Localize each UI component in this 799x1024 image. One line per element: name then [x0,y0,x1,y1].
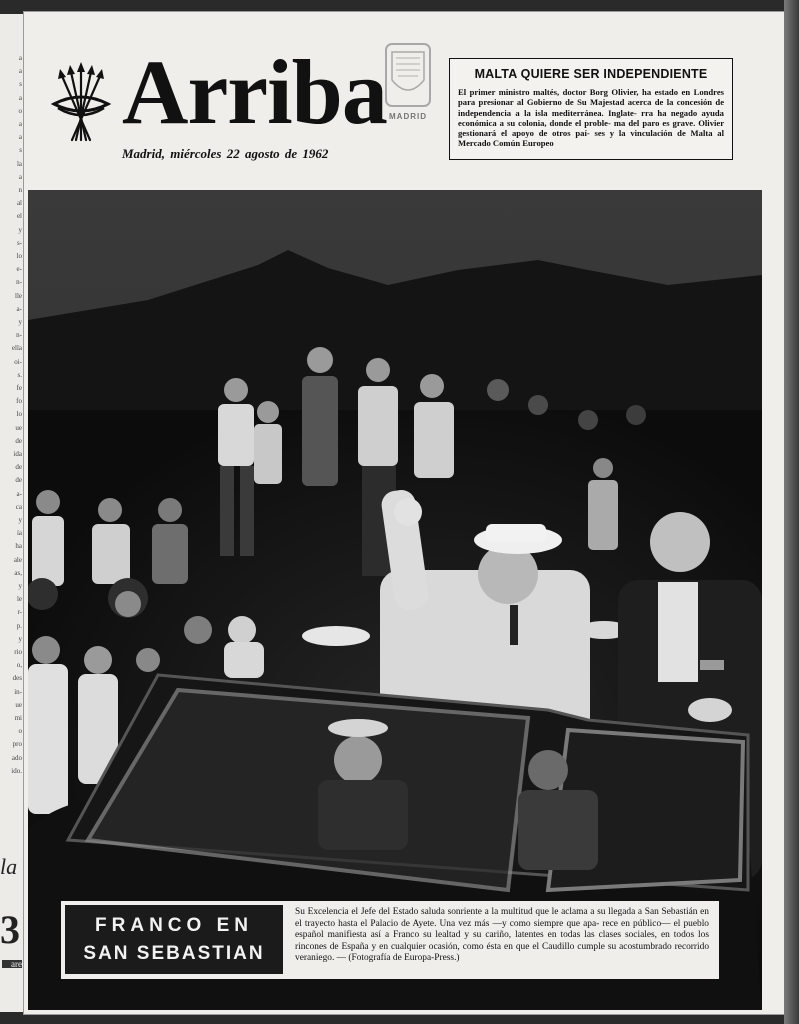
prev-page-fragment: o, [16,661,22,670]
newspaper-title: Arriba [122,41,387,143]
prev-page-fragment: la [16,159,22,168]
prev-page-fragment: a [18,120,22,128]
right-page-edge [784,0,799,1024]
prev-page-fragment: a [18,67,22,76]
prev-page-fragment: de [15,476,22,485]
dateline: Madrid, miércoles 22 agosto de 1962 [122,146,329,161]
prev-page-fragment: a [18,93,22,102]
front-page [24,12,784,1014]
prev-page-fragment: ía [16,529,22,538]
prev-page-fragment: a- [16,489,22,498]
prev-page-fragment: fe [16,384,22,392]
prev-page-fragment: ue [15,700,22,709]
library-stamp [380,40,436,120]
prev-page-fragment: ca [15,502,22,511]
prev-page-fragment: ue [15,423,22,432]
prev-page-fragment: de [15,436,22,445]
cover-headline [65,905,283,974]
prev-page-fragment: y [18,318,22,326]
prev-page-big-number: 3 [0,907,20,952]
prev-page-fragment: n- [16,331,22,340]
prev-page-fragment: n- [16,278,22,287]
prev-page-fragment: ha [15,542,22,551]
prev-page-fragment: y [18,516,22,524]
masthead [24,12,784,187]
prev-page-fragment: a [18,133,22,142]
prev-page-fragment: as, [14,568,22,577]
prev-page-fragment: s. [17,370,22,379]
prev-page-big-letters: la [0,854,18,879]
photo-caption: Su Excelencia el Jefe del Estado saluda sonriente a la multitud que le aclama a su llegada a San Sebastián en el trayecto hasta el Palacio de Ayete. Una vez más —y como siempre que apa- rece en público— el pueblo español manifiesta así a Franco su lealtad y su cariño, latentes en todas las clases sociales, en todos los rincones de España y en cualquier ocasión, como ésta en que el Caudillo cumple su acostumbrado recorrido veraniego. — (Fotografía de Europa-Press.) [295,907,710,964]
prev-page-fragment: y [18,634,22,643]
prev-page-fragment: o [18,727,22,736]
prev-page-fragment: pro [12,740,22,749]
cover-headline-line1: FRANCO EN [95,915,253,936]
prev-page-fragment: des [12,674,22,683]
prev-page-fragment: lle [15,291,22,300]
yoke-and-arrows-emblem [50,60,112,146]
prev-page-fragment: al [16,199,22,208]
prev-page-fragment: r- [17,608,22,617]
prev-page-fragment: p. [16,621,22,630]
prev-page-fragment: ale [13,555,22,564]
prev-page-fragment: mi [14,714,22,722]
news-brief-body: El primer ministro maltés, doctor Borg Olivier, ha estado en Londres para presionar al Gobierno de Su Majestad acerca de la concesión de independencia a la isla mediterránea. Inglate- rra ha negado ayuda económica a su colonia, donde el proble- ma del paro es grave. Olivier gestionará el apoyo de otros paí- ses y la vinculación de Malta al Mercado Común Europeo [458,87,725,149]
prev-page-fragment: y [18,225,22,234]
prev-page-fragment: a [18,54,22,62]
news-brief-box [449,58,733,160]
prev-page-fragment: ella [11,344,22,353]
prev-page-fragment: de [15,463,22,472]
prev-page-fragment: a [18,172,22,181]
prev-page-fragment: lo [16,252,22,260]
prev-page-fragment: lo [16,410,22,419]
prev-page-fragment: oi- [14,357,22,366]
prev-page-fragment: o [18,106,22,115]
previous-page-edge [0,14,25,1012]
prev-page-fragment: n [18,186,22,194]
prev-page-fragment: s [19,80,22,89]
prev-page-fragment: s [19,146,22,155]
cover-headline-line2: SAN SEBASTIAN [83,943,265,964]
prev-page-fragment: rio [14,648,22,656]
prev-page-fragment: e- [16,265,22,274]
prev-page-fragment: el [16,212,22,221]
prev-page-fragment: ida [13,450,22,458]
prev-page-fragment: le [16,595,22,604]
prev-page-fragment: y [18,582,22,590]
prev-page-fragment: ido. [11,766,22,775]
prev-page-fragment: fo [16,397,22,406]
cover-photograph [28,190,762,1010]
prev-page-fragment: a- [16,304,22,313]
prev-page-fragment: s- [16,238,22,247]
prev-page-fragment: in- [14,687,22,696]
prev-page-small-word: are [2,960,22,968]
news-brief-headline: MALTA QUIERE SER INDEPENDIENTE [474,67,708,81]
caption-box [60,900,720,980]
prev-page-fragment: ado [11,753,22,762]
stamp-label: MADRID [389,112,427,121]
